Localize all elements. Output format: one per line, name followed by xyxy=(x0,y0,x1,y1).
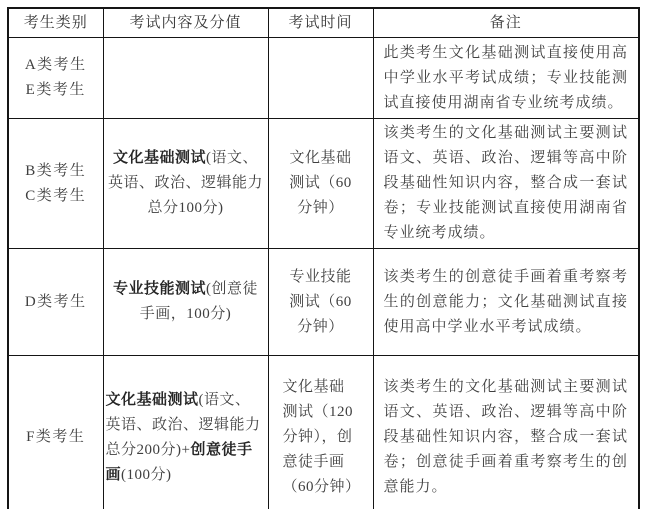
table-header-row xyxy=(8,8,639,38)
remark-cell-f: 该类考生的文化基础测试主要测试语文、英语、政治、逻辑等高中阶段基础性知识内容，整合成一套试卷；创意徒手画着重考察考生的创意能力。 xyxy=(373,356,639,509)
category-cell-f xyxy=(8,356,103,509)
content-segment: (语文、英语、政治、逻辑能力总分200分)+ xyxy=(105,391,261,458)
content-segment-bold: 专业技能测试 xyxy=(112,281,206,297)
remark-cell-ae: 此类考生文化基础测试直接使用高中学业水平考试成绩；专业技能测试直接使用湖南省专业统考成绩。 xyxy=(373,38,639,119)
header-cell-remark: 备注 xyxy=(373,8,639,38)
content-cell-ae xyxy=(103,38,268,119)
content-segment: (100分) xyxy=(121,466,172,483)
time-cell-ae xyxy=(268,38,373,119)
table-row xyxy=(8,356,639,509)
table-row xyxy=(8,38,639,119)
category-label: E类考生 xyxy=(25,82,86,98)
category-cell-bc xyxy=(8,119,103,249)
content-cell-d xyxy=(103,249,268,356)
content-segment-bold: 文化基础测试 xyxy=(112,150,206,166)
content-cell-bc xyxy=(103,119,268,249)
content-segment: (创意徒手画，100分) xyxy=(139,281,258,322)
header-cell-content: 考试内容及分值 xyxy=(103,8,268,38)
category-label: F类考生 xyxy=(26,429,86,445)
time-cell-f: 文化基础测试（120分钟），创意徒手画（60分钟） xyxy=(268,356,373,509)
category-label: A类考生 xyxy=(24,57,87,73)
category-label: C类考生 xyxy=(25,187,87,204)
header-cell-time: 考试时间 xyxy=(268,8,373,38)
category-cell-ae xyxy=(8,38,103,119)
content-cell-f xyxy=(103,356,268,509)
content-segment-bold: 创意徒手画 xyxy=(105,441,253,483)
header-cell-category: 考生类别 xyxy=(8,8,103,38)
table-row xyxy=(8,119,639,249)
content-segment: (语文、英语、政治、逻辑能力总分100分) xyxy=(107,150,263,216)
remark-cell-bc: 该类考生的文化基础测试主要测试语文、英语、政治、逻辑等高中阶段基础性知识内容，整合成一套试卷；专业技能测试直接使用湖南省专业统考成绩。 xyxy=(373,119,639,249)
time-cell-bc: 文化基础测试（60分钟） xyxy=(268,119,373,249)
category-cell-d xyxy=(8,249,103,356)
category-label: D类考生 xyxy=(24,293,87,310)
remark-cell-d: 该类考生的创意徒手画着重考察考生的创意能力；文化基础测试直接使用高中学业水平考试成绩。 xyxy=(373,249,639,356)
time-cell-d: 专业技能测试（60分钟） xyxy=(268,249,373,356)
category-label: B类考生 xyxy=(25,162,87,179)
table-row xyxy=(8,249,639,356)
content-segment-bold: 文化基础测试 xyxy=(105,391,199,408)
exam-info-table xyxy=(7,7,640,509)
